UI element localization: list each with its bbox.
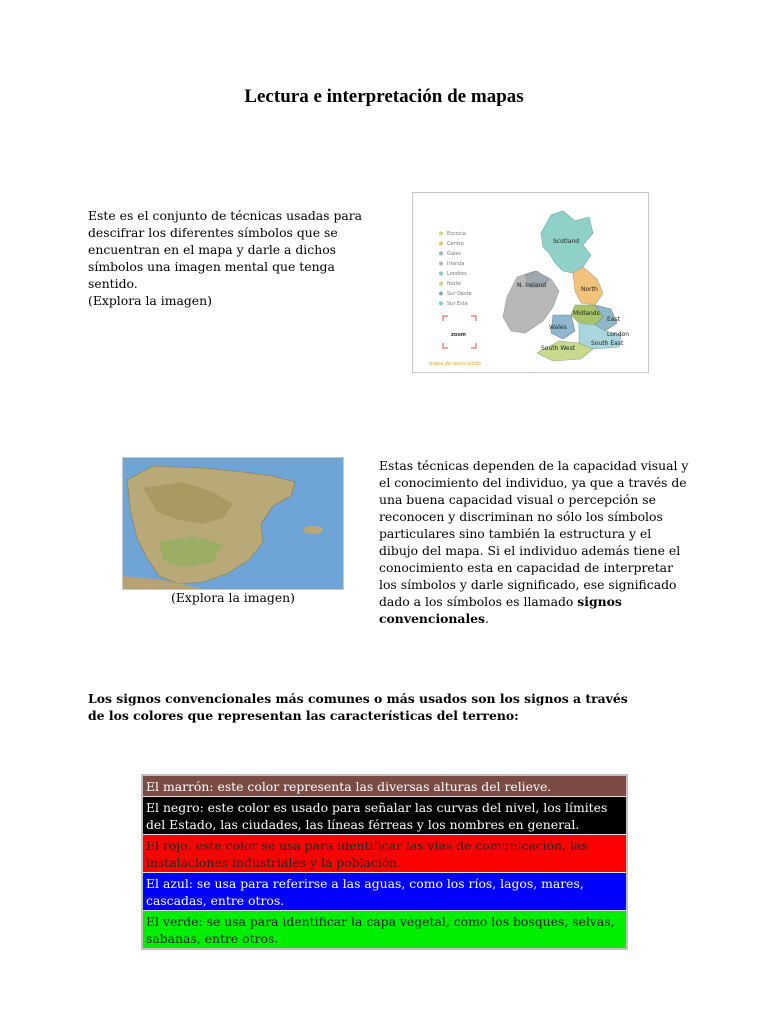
page-title: Lectura e interpretación de mapas bbox=[244, 86, 524, 107]
color-row-black: El negro: este color es usado para señalar las curvas del nivel, los límites del Estado, las ciudades, las líneas férreas y los nombres en general. bbox=[143, 797, 626, 835]
intro-paragraph bbox=[88, 207, 368, 309]
legend-swatch bbox=[439, 252, 443, 256]
label-london: London bbox=[607, 331, 629, 338]
label-midlands: Midlands bbox=[573, 310, 600, 317]
label-east: East bbox=[607, 316, 620, 323]
legend-swatch bbox=[439, 232, 443, 236]
label-wales: Wales bbox=[549, 324, 567, 331]
explore-image-link[interactable]: (Explora la imagen) bbox=[88, 293, 212, 308]
conventional-signs-heading: Los signos convencionales más comunes o más usados son los signos a través de los colores que representan las características del terreno: bbox=[88, 691, 628, 723]
legend-item: Londres bbox=[447, 271, 467, 277]
color-row-brown: El marrón: este color representa las diversas alturas del relieve. bbox=[143, 776, 626, 797]
balearic-islands bbox=[303, 526, 323, 534]
uk-map-footer: mapa de reino unido bbox=[429, 361, 481, 367]
iberia-map-image[interactable] bbox=[122, 457, 344, 590]
techniques-paragraph bbox=[379, 457, 689, 627]
legend-swatch bbox=[439, 292, 443, 296]
label-ni-ireland: N. Ireland bbox=[517, 282, 547, 289]
legend-swatch bbox=[439, 272, 443, 276]
legend-item: Sur Oeste bbox=[447, 291, 472, 297]
legend-swatch bbox=[439, 262, 443, 266]
color-row-green: El verde: se usa para identificar la capa vegetal, como los bosques, selvas, sabanas, entre otros. bbox=[143, 911, 626, 948]
signos-convencionales-term: signos convencionales bbox=[379, 594, 622, 626]
techniques-text-end: . bbox=[485, 611, 489, 626]
uk-map-image[interactable] bbox=[412, 192, 649, 373]
legend-item: Gales bbox=[447, 251, 462, 257]
label-south-east: South East bbox=[591, 340, 624, 347]
legend-swatch bbox=[439, 242, 443, 246]
iberia-map-caption[interactable]: (Explora la imagen) bbox=[171, 590, 295, 605]
legend-item: Centro bbox=[447, 241, 464, 247]
color-signs-table bbox=[141, 774, 628, 950]
legend-item: Sur Este bbox=[447, 301, 468, 307]
techniques-text: Estas técnicas dependen de la capacidad visual y el conocimiento del individuo, ya que a través de una buena capacidad visual o percepción se reconocen y discriminan no sólo los símbolos particulares sino también la estructura y el dibujo del mapa. Si el individuo además tiene el conocimiento esta en capacidad de interpretar los símbolos y darle significado, ese significado dado a los símbolos es llamado bbox=[379, 458, 689, 609]
legend-item: Norte bbox=[447, 281, 461, 287]
legend-item: Escocia bbox=[447, 231, 466, 237]
label-scotland: Scotland bbox=[553, 238, 580, 245]
legend-swatch bbox=[439, 282, 443, 286]
uk-map-graphic bbox=[413, 193, 648, 372]
label-south-west: South West bbox=[541, 345, 576, 352]
label-north: North bbox=[581, 286, 598, 293]
intro-text: Este es el conjunto de técnicas usadas para descifrar los diferentes símbolos que se encuentran en el mapa y darle a dichos símbolos una imagen mental que tenga sentido. bbox=[88, 208, 363, 291]
legend-swatch bbox=[439, 302, 443, 306]
legend-item: Irlanda bbox=[447, 261, 465, 267]
color-row-red: El rojo: este color se usa para identificar las vías de comunicación, las instalaciones industriales y la población. bbox=[143, 835, 626, 873]
color-row-blue: El azul: se usa para referirse a las aguas, como los ríos, lagos, mares, cascadas, entre otros. bbox=[143, 873, 626, 911]
zoom-label: zoom bbox=[451, 332, 466, 338]
iberia-map-graphic bbox=[123, 458, 343, 589]
